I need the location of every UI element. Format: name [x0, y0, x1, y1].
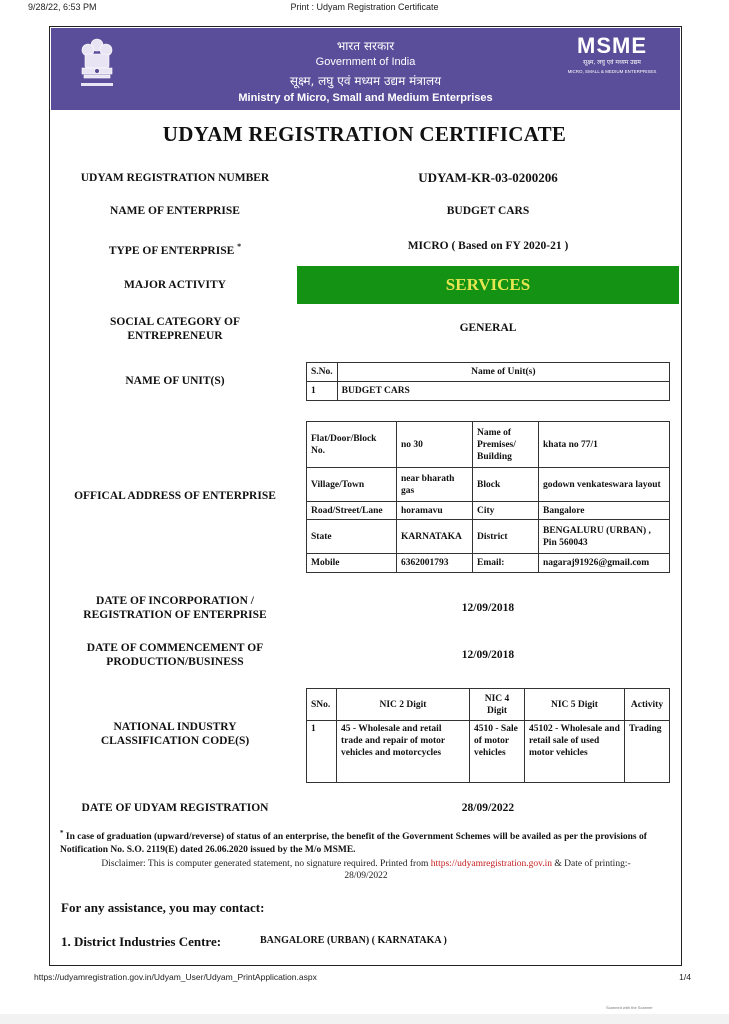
address-road-label: Road/Street/Lane [307, 502, 397, 520]
district-industries-centre-label: 1. District Industries Centre: [61, 934, 222, 949]
address-district-label: District [473, 520, 539, 554]
enterprise-name-value: BUDGET CARS [446, 205, 530, 217]
nic-row-nic2: 45 - Wholesale and retail trade and repair of motor vehicles and motorcycles [337, 721, 470, 783]
print-footer [0, 972, 729, 988]
print-header [0, 0, 729, 18]
msme-logo [562, 34, 662, 75]
nic-label [55, 720, 295, 748]
address-flat-label: Flat/Door/Block No. [307, 422, 397, 468]
table-row [307, 520, 670, 554]
address-label: OFFICAL ADDRESS OF ENTERPRISE [74, 490, 276, 502]
commencement-date-value: 12/09/2018 [461, 649, 515, 661]
major-activity-label: MAJOR ACTIVITY [124, 279, 226, 291]
enterprise-type-value: MICRO ( Based on FY 2020-21 ) [407, 240, 569, 252]
address-city-value: Bangalore [539, 502, 670, 520]
address-table [306, 421, 670, 573]
unit-names-label: NAME OF UNIT(S) [125, 375, 225, 387]
address-block-label: Block [473, 468, 539, 502]
table-row [307, 721, 670, 783]
disclaimer-link[interactable]: https://udyamregistration.gov.in [430, 859, 552, 869]
table-row [307, 382, 670, 401]
commencement-date-label [55, 641, 295, 669]
unit-header-name: Name of Unit(s) [337, 363, 669, 382]
nic-row-activity: Trading [625, 721, 670, 783]
nic-header-activity: Activity [625, 689, 670, 721]
social-category-label-line2: ENTREPRENEUR [127, 330, 223, 342]
nic-row-nic4: 4510 - Sale of motor vehicles [470, 721, 525, 783]
address-road-value: horamavu [397, 502, 473, 520]
msme-tagline-hindi: सूक्ष्म, लघु एवं मध्यम उद्यम [583, 59, 641, 66]
disclaimer-print-date: 28/09/2022 [344, 871, 388, 881]
nic-table-header [307, 689, 670, 721]
unit-header-sno: S.No. [307, 363, 338, 382]
footnote-text: In case of graduation (upward/reverse) of status of an enterprise, the benefit of the Government Schemes will be availed as per the provisions of Notification No. S.O. 2119(E) dated 26.06.2020 issued by the M/o MSME. [60, 832, 647, 856]
nic-header-sno: SNo. [307, 689, 337, 721]
msme-tagline-english: MICRO, SMALL & MEDIUM ENTERPRISES [567, 69, 657, 74]
table-row [307, 502, 670, 520]
assistance-heading: For any assistance, you may contact: [61, 900, 265, 915]
commencement-date-label-line2: PRODUCTION/BUSINESS [106, 656, 244, 668]
major-activity-value: SERVICES [297, 266, 679, 304]
registration-number-label: UDYAM REGISTRATION NUMBER [80, 172, 270, 184]
social-category-label [55, 315, 295, 343]
address-state-value: KARNATAKA [397, 520, 473, 554]
print-footer-url: https://udyamregistration.gov.in/Udyam_User/Udyam_PrintApplication.aspx [34, 972, 317, 982]
nic-label-line1: NATIONAL INDUSTRY [113, 721, 237, 733]
print-title: Print : Udyam Registration Certificate [290, 2, 439, 12]
unit-row-sno: 1 [307, 382, 338, 401]
banner-hindi-government: भारत सरकार [336, 39, 395, 53]
address-mobile-value: 6362001793 [397, 554, 473, 573]
unit-row-name: BUDGET CARS [337, 382, 669, 401]
bottom-strip [0, 1014, 729, 1024]
disclaimer [60, 858, 672, 882]
address-block-value: godown venkateswara layout [539, 468, 670, 502]
incorporation-date-label [55, 594, 295, 622]
enterprise-type-label [55, 240, 295, 258]
enterprise-name-label: NAME OF ENTERPRISE [110, 205, 240, 217]
social-category-value: GENERAL [459, 322, 517, 334]
print-datetime: 9/28/22, 6:53 PM [28, 2, 97, 12]
banner-hindi-ministry: सूक्ष्म, लघु एवं मध्यम उद्यम मंत्रालय [289, 74, 442, 88]
nic-row-sno: 1 [307, 721, 337, 783]
address-mobile-label: Mobile [307, 554, 397, 573]
banner-government-of-india: Government of India [315, 56, 416, 68]
address-city-label: City [473, 502, 539, 520]
unit-table-header [307, 363, 670, 382]
incorporation-date-label-line1: DATE OF INCORPORATION / [96, 595, 254, 607]
banner-ministry-name: Ministry of Micro, Small and Medium Enterprises [238, 92, 493, 104]
address-village-label: Village/Town [307, 468, 397, 502]
table-row [307, 422, 670, 468]
district-industries-centre-value: BANGALORE (URBAN) ( KARNATAKA ) [260, 935, 447, 946]
nic-header-nic5: NIC 5 Digit [525, 689, 625, 721]
disclaimer-text-after: & Date of printing:- [554, 859, 631, 869]
address-district-value: BENGALURU (URBAN) , Pin 560043 [539, 520, 670, 554]
nic-header-nic2: NIC 2 Digit [337, 689, 470, 721]
address-state-label: State [307, 520, 397, 554]
table-row [307, 468, 670, 502]
registration-number-value: UDYAM-KR-03-0200206 [418, 170, 558, 185]
address-email-label: Email: [473, 554, 539, 573]
table-row [307, 554, 670, 573]
address-premises-value: khata no 77/1 [539, 422, 670, 468]
address-premises-label: Name of Premises/ Building [473, 422, 539, 468]
enterprise-type-label-text: TYPE OF ENTERPRISE [108, 244, 235, 257]
incorporation-date-value: 12/09/2018 [461, 602, 515, 614]
commencement-date-label-line1: DATE OF COMMENCEMENT OF [86, 642, 264, 654]
print-footer-page: 1/4 [679, 972, 691, 982]
nic-row-nic5: 45102 - Wholesale and retail sale of used motor vehicles [525, 721, 625, 783]
disclaimer-text: Disclaimer: This is computer generated statement, no signature required. Printed from [101, 859, 429, 869]
footnote-marker: * [60, 829, 64, 837]
enterprise-type-marker: * [237, 242, 242, 251]
nic-header-nic4: NIC 4 Digit [470, 689, 525, 721]
udyam-registration-date-value: 28/09/2022 [461, 802, 515, 814]
nic-table [306, 688, 670, 783]
udyam-registration-date-label: DATE OF UDYAM REGISTRATION [81, 802, 269, 814]
social-category-label-line1: SOCIAL CATEGORY OF [110, 316, 240, 328]
msme-logo-text: MSME [577, 33, 647, 58]
address-email-value: nagaraj91926@gmail.com [539, 554, 670, 573]
graduation-footnote [60, 827, 672, 857]
government-banner [51, 28, 680, 110]
address-village-value: near bharath gas [397, 468, 473, 502]
unit-names-table [306, 362, 670, 401]
address-flat-value: no 30 [397, 422, 473, 468]
incorporation-date-label-line2: REGISTRATION OF ENTERPRISE [83, 609, 267, 621]
nic-label-line2: CLASSIFICATION CODE(S) [100, 735, 250, 747]
certificate-title: UDYAM REGISTRATION CERTIFICATE [162, 122, 567, 146]
scanner-watermark: Scanned with the Scanner [606, 1005, 653, 1010]
